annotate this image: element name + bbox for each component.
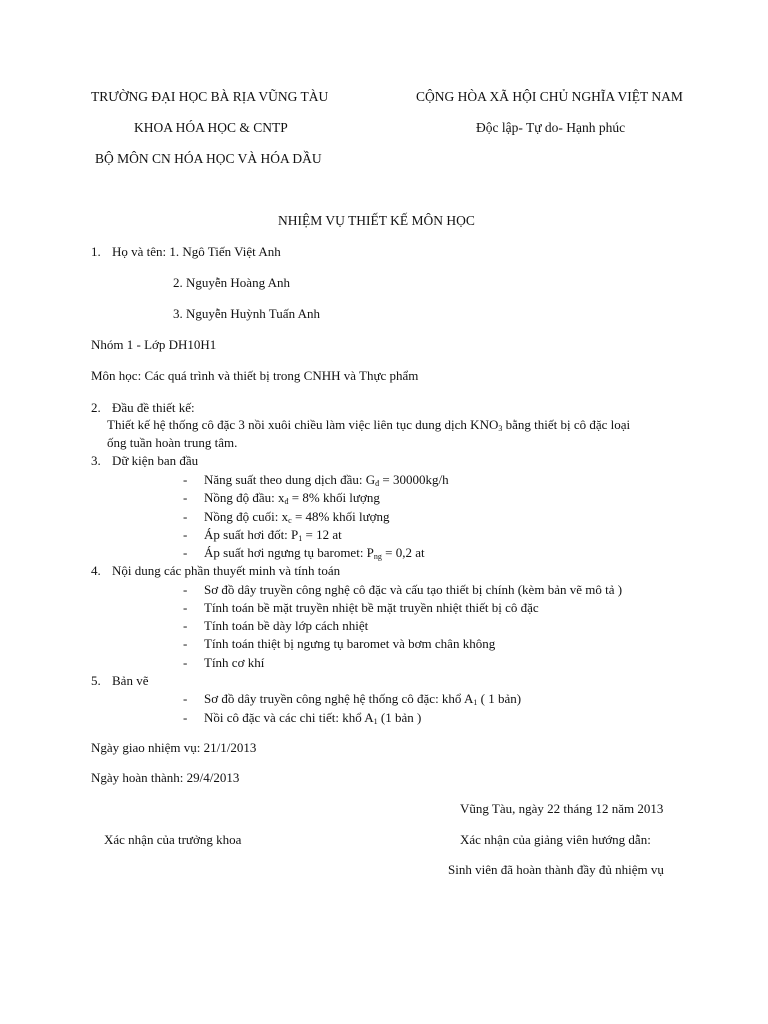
input-steam-pressure: Áp suất hơi đốt: $P_1 = 12$ at xyxy=(204,527,342,543)
member-3: 3. Nguyễn Huỳnh Tuấn Anh xyxy=(173,306,320,321)
section3-number: 3. xyxy=(91,453,101,468)
national-motto: Độc lập- Tự do- Hạnh phúc xyxy=(476,120,626,135)
group-class: Nhóm 1 - Lớp DH10H1 xyxy=(91,337,217,352)
bullet-dash: - xyxy=(183,545,188,560)
national-title: CỘNG HÒA XÃ HỘI CHỦ NGHĨA VIỆT NAM xyxy=(416,89,683,104)
input-capacity: Năng suất theo dung dịch đầu: $G_đ = 30000kg/h$ xyxy=(204,472,449,488)
subject-line: Môn học: Các quá trình và thiết bị trong CNHH và Thực phẩm xyxy=(91,368,419,383)
input-final-concentration: Nồng độ cuối: $x_c = 48\%$ khối lượng xyxy=(204,509,390,525)
bullet-dash: - xyxy=(183,582,188,597)
document-title: NHIỆM VỤ THIẾT KẾ MÔN HỌC xyxy=(278,213,475,228)
section5-number: 5. xyxy=(91,673,101,688)
section2-number: 2. xyxy=(91,400,101,415)
bullet-dash: - xyxy=(183,490,188,505)
department-name: BỘ MÔN CN HÓA HỌC VÀ HÓA DẦU xyxy=(95,151,322,166)
bullet-dash: - xyxy=(183,618,188,633)
bullet-dash: - xyxy=(183,472,188,487)
instructor-confirmation: Xác nhận của giảng viên hướng dẫn: xyxy=(460,832,651,847)
section4-number: 4. xyxy=(91,563,101,578)
section1-label: Họ và tên: 1. Ngô Tiến Việt Anh xyxy=(112,244,281,259)
project-description-line2: ống tuần hoàn trung tâm. xyxy=(107,435,238,450)
place-and-date: Vũng Tàu, ngày 22 tháng 12 năm 2013 xyxy=(460,801,664,816)
content-item: Tính toán thiệt bị ngưng tụ baromet và bơm chân không xyxy=(204,636,496,651)
dean-confirmation: Xác nhận của trưởng khoa xyxy=(104,832,242,847)
content-item: Tính toán bề mặt truyền nhiệt bề mặt truyền nhiệt thiết bị cô đặc xyxy=(204,600,539,615)
section3-label: Dữ kiện ban đầu xyxy=(112,453,199,468)
bullet-dash: - xyxy=(183,636,188,651)
content-item: Tính toán bề dày lớp cách nhiệt xyxy=(204,618,369,633)
drawing-item: Nồi cô đặc và các chi tiết: khổ $A_1$ (1 bản ) xyxy=(204,710,422,726)
content-item: Sơ đồ dây truyền công nghệ cô đặc và cấu tạo thiết bị chính (kèm bản vẽ mô tả ) xyxy=(204,582,623,597)
bullet-dash: - xyxy=(183,509,188,524)
drawing-item: Sơ đồ dây truyền công nghệ hệ thống cô đặc: khổ $A_1$ ( 1 bản) xyxy=(204,691,522,707)
member-2: 2. Nguyễn Hoàng Anh xyxy=(173,275,290,290)
bullet-dash: - xyxy=(183,527,188,542)
faculty-name: KHOA HÓA HỌC & CNTP xyxy=(134,120,288,135)
section2-label: Đầu đề thiết kế: xyxy=(112,400,195,415)
student-completion-note: Sinh viên đã hoàn thành đầy đủ nhiệm vụ xyxy=(448,862,664,877)
university-name: TRƯỜNG ĐẠI HỌC BÀ RỊA VŨNG TÀU xyxy=(91,89,329,104)
bullet-dash: - xyxy=(183,710,188,725)
section4-label: Nội dung các phần thuyết minh và tính toán xyxy=(112,563,341,578)
content-item: Tính cơ khí xyxy=(204,655,265,670)
section5-label: Bản vẽ xyxy=(112,673,149,688)
input-condenser-pressure: Áp suất hơi ngưng tụ baromet: $P_{ng} = 0,2$ at xyxy=(204,545,425,561)
input-initial-concentration: Nồng độ đầu: $x_đ = 8\%$ khối lượng xyxy=(204,490,380,506)
bullet-dash: - xyxy=(183,600,188,615)
date-assigned: Ngày giao nhiệm vụ: 21/1/2013 xyxy=(91,740,257,755)
project-description-line1: Thiết kế hệ thống cô đặc 3 nồi xuôi chiều làm việc liên tục dung dịch $KNO_3$ bằng thiết bị cô đặc loại xyxy=(107,417,631,433)
bullet-dash: - xyxy=(183,691,188,706)
section1-number: 1. xyxy=(91,244,101,259)
date-completed: Ngày hoàn thành: 29/4/2013 xyxy=(91,770,240,785)
bullet-dash: - xyxy=(183,655,188,670)
